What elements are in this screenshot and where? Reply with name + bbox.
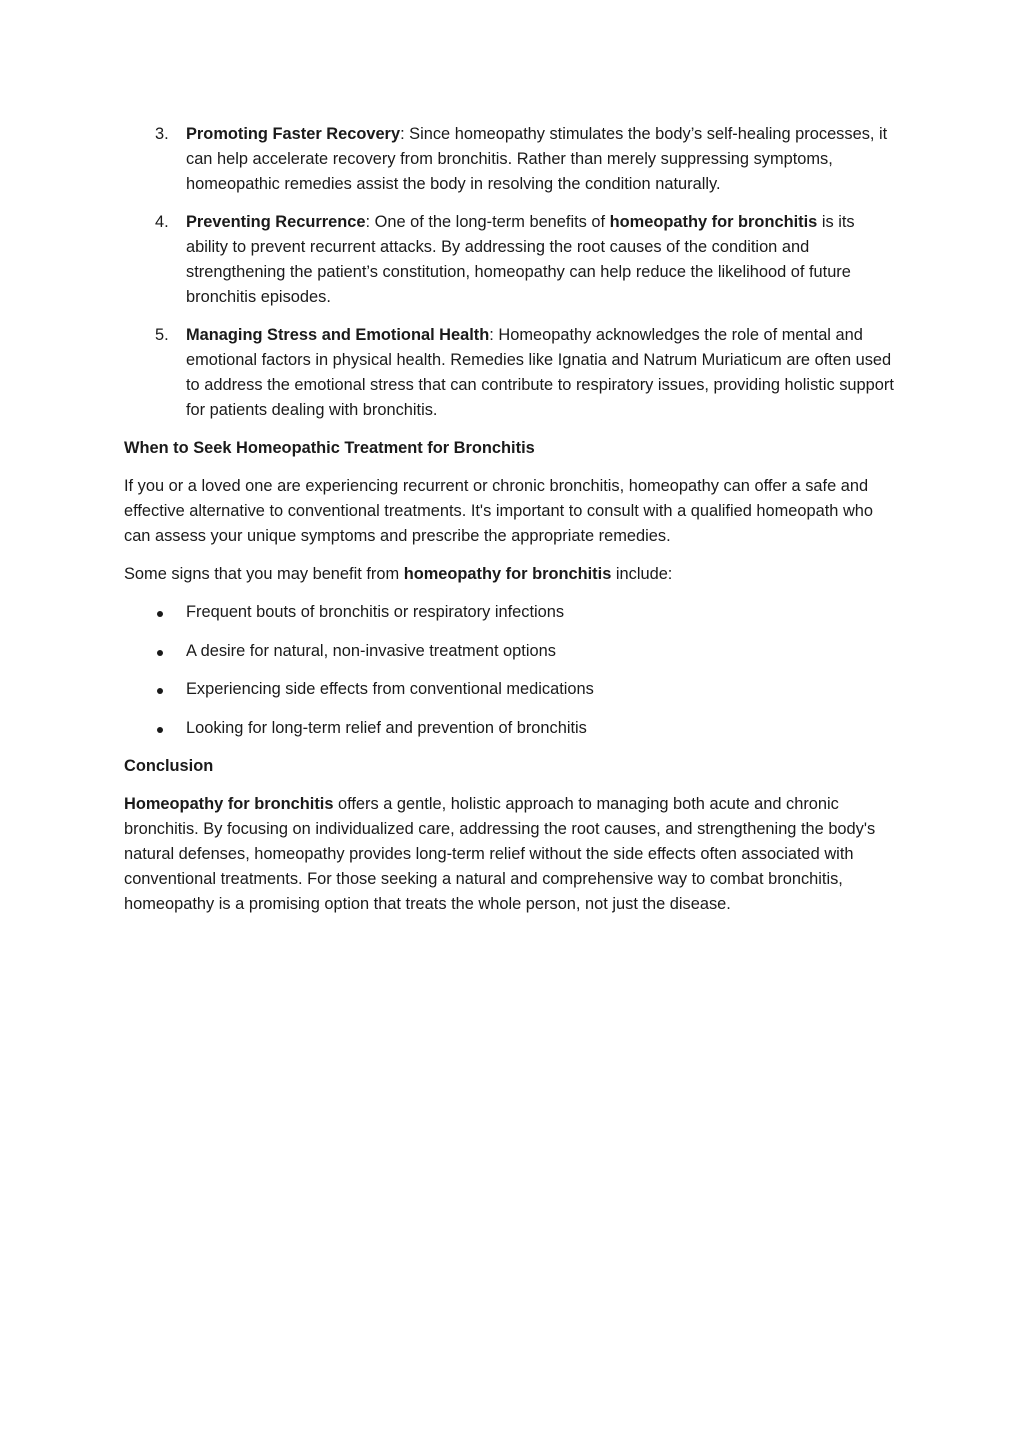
list-item bbox=[124, 210, 899, 310]
bullet-text: Frequent bouts of bronchitis or respiratory infections bbox=[186, 603, 565, 621]
item-title: Promoting Faster Recovery bbox=[186, 125, 401, 143]
conclusion-text: offers a gentle, holistic approach to managing both acute and chronic bronchitis. By focusing on individualized care, addressing the root causes, and strengthening the body's natural defenses, homeopathy provides long-term relief without the side effects often associated with conventional treatments. For those seeking a natural and comprehensive way to combat bronchitis, homeopathy is a promising option that treats the whole person, not just the disease. bbox=[124, 795, 876, 914]
keyword-bold: homeopathy for bronchitis bbox=[403, 565, 612, 583]
item-title: Managing Stress and Emotional Health bbox=[186, 326, 490, 344]
bullet-dot-icon bbox=[157, 650, 163, 656]
item-text: : Since homeopathy stimulates the body’s self-healing processes, it can help accelerate recovery from bronchitis. Rather than merely suppressing symptoms, homeopathic remedies assist the body in resolving the condition naturally. bbox=[186, 125, 888, 193]
item-text: is its ability to prevent recurrent attacks. By addressing the root causes of the condition and strengthening the patient’s constitution, homeopathy can help reduce the likelihood of future bronchitis episodes. bbox=[186, 213, 855, 306]
keyword-bold: Homeopathy for bronchitis bbox=[124, 795, 334, 814]
list-number: 4. bbox=[155, 213, 169, 231]
section-heading-when: When to Seek Homeopathic Treatment for Bronchitis bbox=[124, 439, 535, 457]
list-number: 3. bbox=[155, 125, 169, 143]
bullet-item bbox=[124, 600, 899, 625]
paragraph-conclusion bbox=[124, 792, 899, 917]
bullet-text: Looking for long-term relief and prevention of bronchitis bbox=[186, 718, 587, 737]
paragraph-when: If you or a loved one are experiencing recurrent or chronic bronchitis, homeopathy can offer a safe and effective alternative to conventional treatments. It's important to consult with a qualified homeopath who can assess your unique symptoms and prescribe the appropriate remedies. bbox=[124, 477, 874, 545]
bullet-item bbox=[124, 639, 899, 664]
intro-text: Some signs that you may benefit from bbox=[124, 565, 404, 583]
bullet-dot-icon bbox=[157, 727, 163, 733]
keyword-bold: homeopathy for bronchitis bbox=[609, 213, 818, 231]
list-number: 5. bbox=[155, 326, 169, 344]
bullet-dot-icon bbox=[157, 688, 163, 694]
list-item bbox=[124, 323, 899, 423]
bullet-dot-icon bbox=[157, 611, 163, 617]
item-text: : Homeopathy acknowledges the role of mental and emotional factors in physical health. Remedies like Ignatia and Natrum Muriaticum are often used to address the emotional stress that can contribute to respiratory issues, providing holistic support for patients dealing with bronchitis. bbox=[186, 326, 894, 419]
bullet-text: A desire for natural, non-invasive treatment options bbox=[186, 641, 556, 660]
section-heading-conclusion: Conclusion bbox=[124, 757, 214, 776]
numbered-list bbox=[124, 122, 899, 423]
bullet-item bbox=[124, 677, 899, 702]
intro-text: include: bbox=[611, 565, 673, 583]
paragraph-signs-intro bbox=[124, 562, 899, 587]
bullet-text: Experiencing side effects from conventional medications bbox=[186, 680, 594, 699]
item-title: Preventing Recurrence bbox=[186, 213, 366, 231]
document-page bbox=[124, 122, 899, 930]
bullet-item bbox=[124, 716, 899, 741]
list-item bbox=[124, 122, 899, 197]
item-text: : One of the long-term benefits of bbox=[365, 213, 610, 231]
bullet-list bbox=[124, 600, 899, 741]
